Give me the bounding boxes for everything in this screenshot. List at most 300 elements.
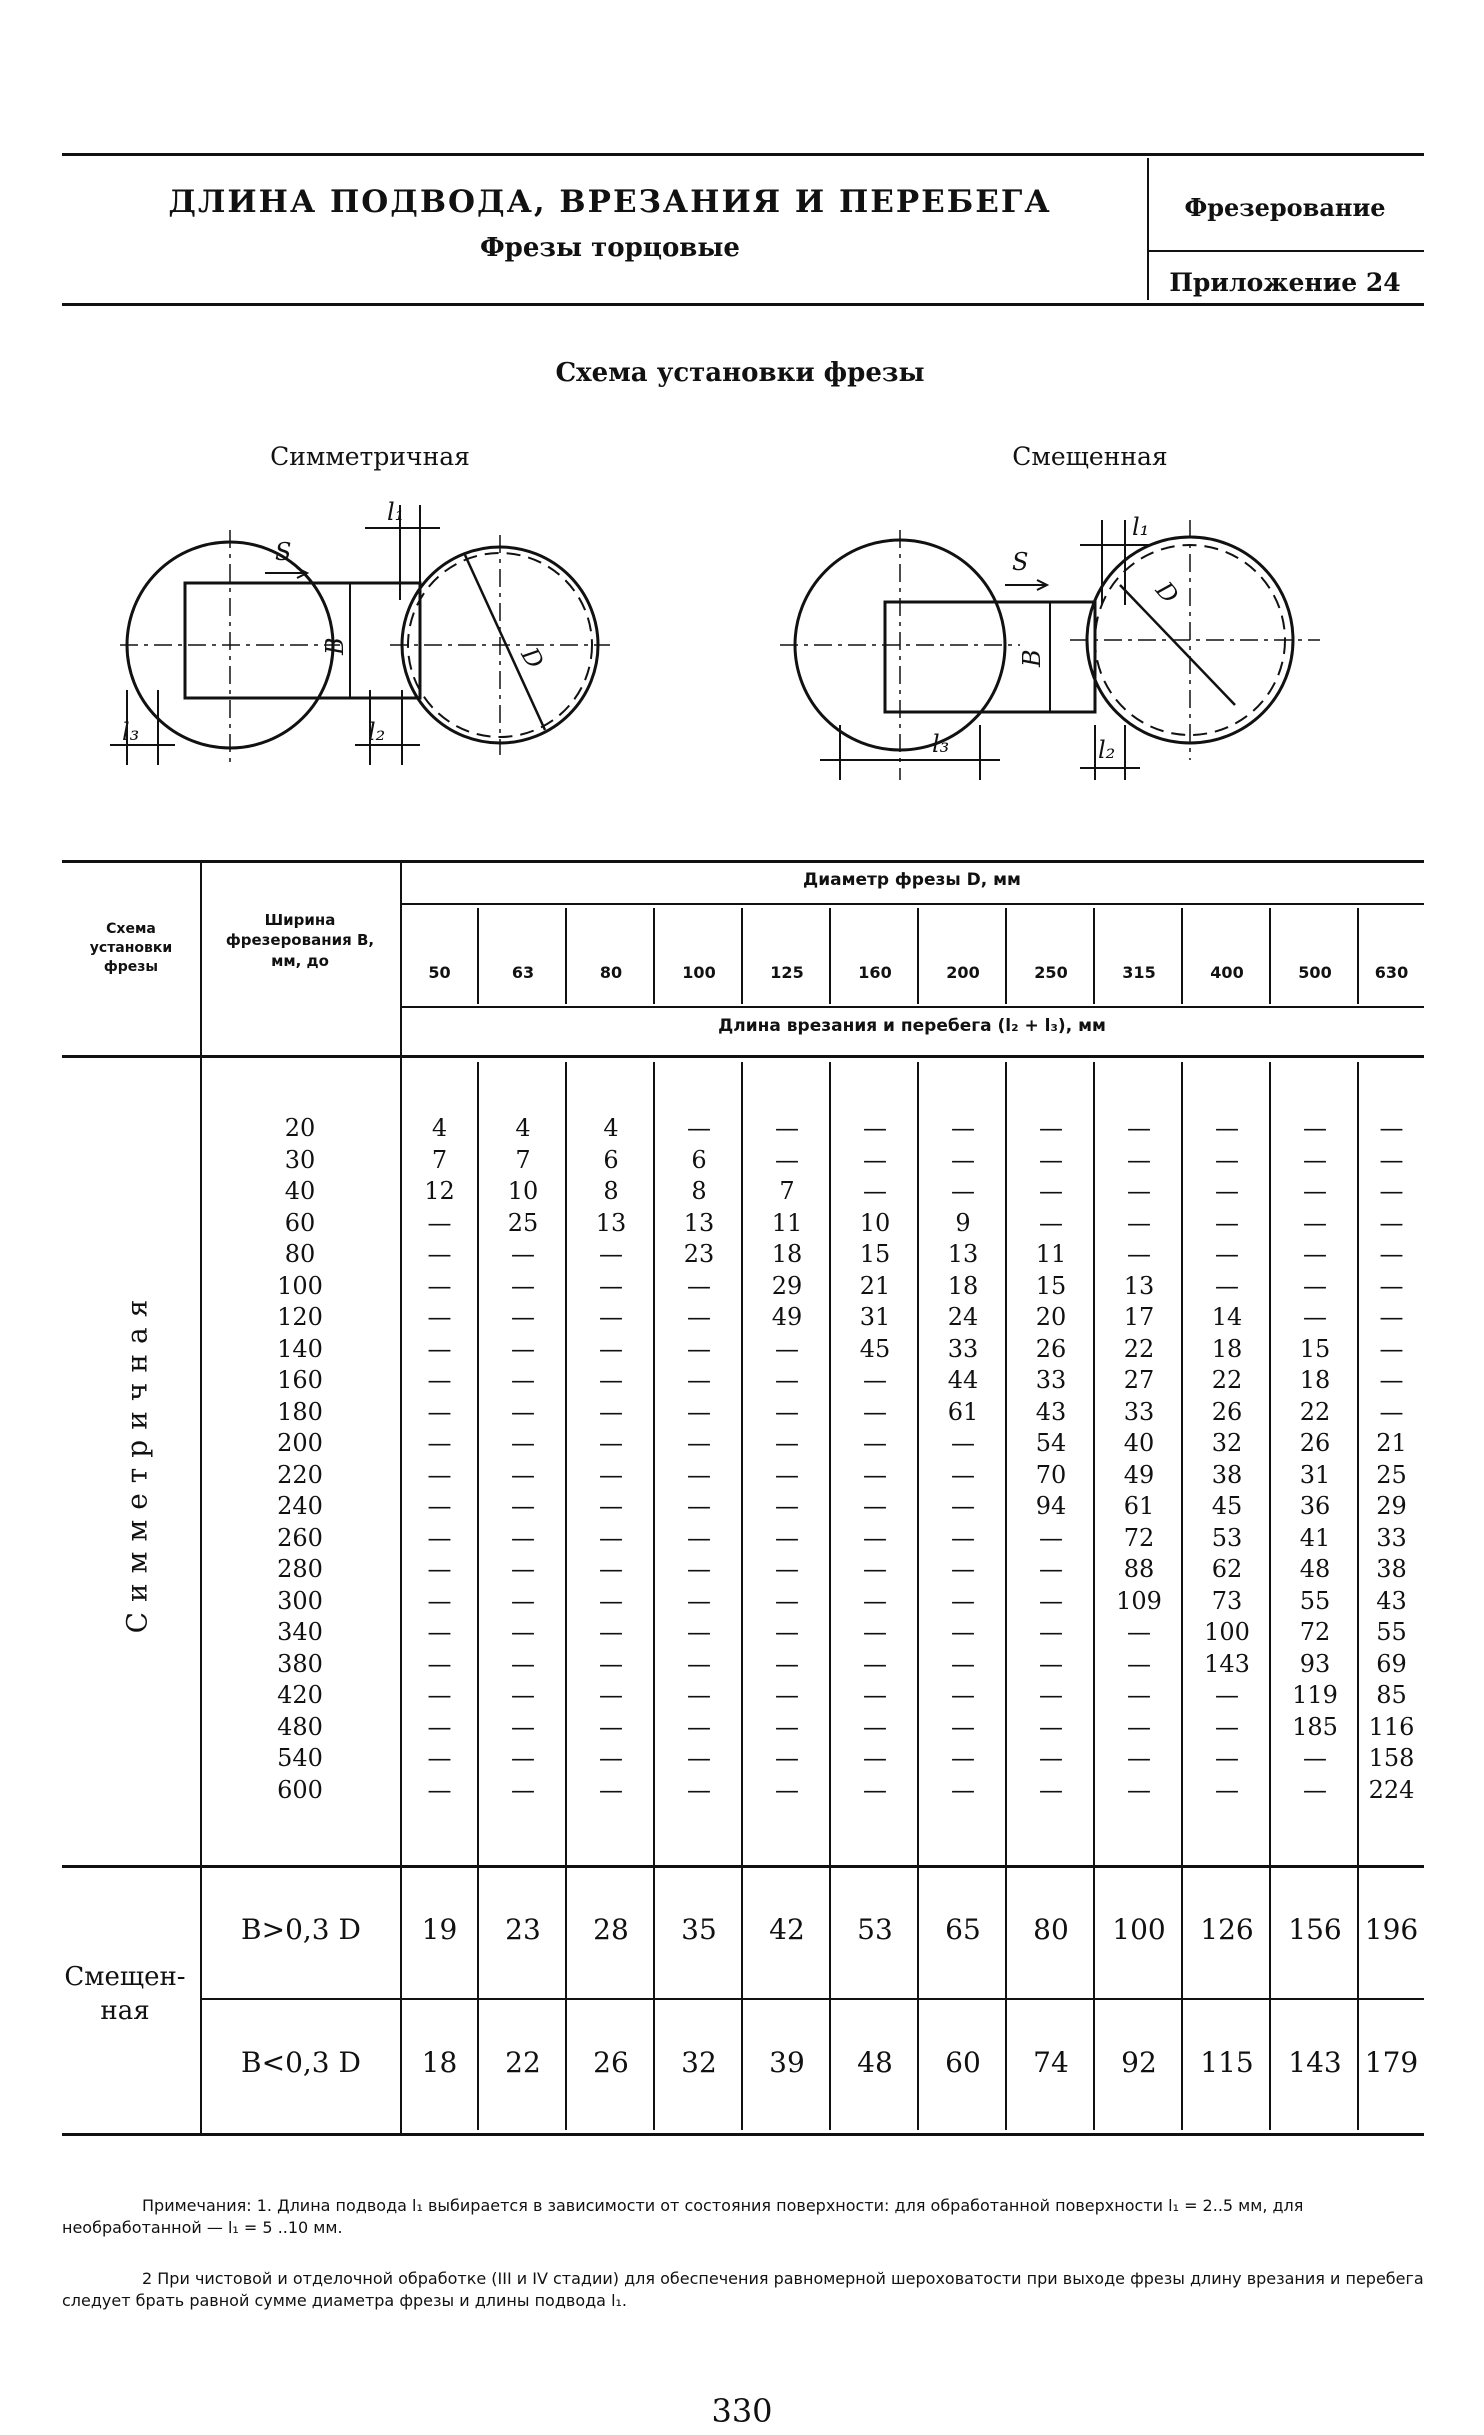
value-cell: — <box>599 1712 623 1741</box>
value-cell: — <box>687 1303 711 1331</box>
width-cell: 240 <box>277 1492 323 1520</box>
value-cell: — <box>1127 1114 1151 1142</box>
value-cell: 18 <box>947 1271 979 1300</box>
col-divider <box>917 908 919 1004</box>
value-cell: — <box>775 1681 799 1709</box>
value-cell: 54 <box>1035 1429 1067 1457</box>
offset-value-cell: 126 <box>1200 1913 1254 1946</box>
value-cell: — <box>1039 1649 1063 1678</box>
value-cell: 33 <box>1123 1397 1155 1426</box>
value-cell: — <box>1215 1145 1239 1174</box>
value-cell: — <box>775 1492 799 1520</box>
value-cell: 32 <box>1211 1429 1243 1457</box>
value-cell: — <box>511 1460 535 1489</box>
col-divider <box>1357 908 1359 1004</box>
value-cell: 11 <box>1035 1240 1067 1268</box>
width-cell: 260 <box>277 1523 323 1552</box>
offset-value-cell: 23 <box>505 1913 541 1946</box>
col-divider <box>1181 908 1183 1004</box>
value-cell: 22 <box>1299 1397 1331 1426</box>
value-cell: — <box>427 1775 452 1804</box>
value-cell: 11 <box>771 1208 803 1237</box>
value-cell: — <box>1303 1240 1327 1268</box>
offset-row-label: Смещен-ная <box>64 1962 186 2026</box>
value-cell: — <box>511 1618 535 1646</box>
value-cell: — <box>599 1555 623 1583</box>
value-cell: — <box>1215 1114 1239 1142</box>
value-cell: — <box>599 1618 623 1646</box>
value-column <box>1271 1113 1359 1806</box>
value-cell: — <box>863 1618 887 1646</box>
offset-value-cell: 48 <box>857 2046 893 2079</box>
symmetric-row-label: Симметричная <box>120 1289 154 1634</box>
value-cell: 100 <box>1204 1618 1250 1646</box>
value-cell: — <box>599 1366 623 1394</box>
diameter-value: 630 <box>1374 963 1409 982</box>
offset-value-cell: 156 <box>1288 1913 1342 1946</box>
col-divider <box>741 908 743 1004</box>
value-cell: — <box>511 1649 535 1678</box>
value-cell: 94 <box>1035 1492 1067 1520</box>
symmetric-scheme-diagram <box>100 490 620 790</box>
value-cell: — <box>1039 1208 1063 1237</box>
value-cell: — <box>687 1397 711 1426</box>
offset-value-cell: 74 <box>1033 2046 1069 2079</box>
value-cell: — <box>1215 1240 1239 1268</box>
value-cell: 33 <box>1376 1523 1407 1552</box>
value-column <box>919 1113 1007 1806</box>
value-cell: 21 <box>859 1271 891 1300</box>
value-cell: 18 <box>1299 1366 1331 1394</box>
value-cell: — <box>511 1523 535 1552</box>
value-cell: — <box>863 1523 887 1552</box>
table-bottom-rule <box>62 2133 1424 2136</box>
value-cell: — <box>951 1145 975 1174</box>
value-cell: — <box>775 1334 799 1363</box>
width-cell: 200 <box>277 1429 323 1457</box>
value-cell: — <box>599 1303 623 1331</box>
width-cell: 280 <box>277 1555 323 1583</box>
value-cell: — <box>1379 1145 1404 1174</box>
col-divider <box>565 908 567 1004</box>
symmetric-bottom-rule <box>62 1865 1424 1868</box>
value-cell: — <box>427 1492 452 1520</box>
value-cell: — <box>951 1492 975 1520</box>
diameter-value: 100 <box>682 963 716 982</box>
value-cell: — <box>775 1586 799 1615</box>
value-cell: 18 <box>771 1240 803 1268</box>
value-cell: — <box>599 1429 623 1457</box>
value-cell: — <box>687 1523 711 1552</box>
value-cell: 27 <box>1123 1366 1155 1394</box>
offset-value-cell: 115 <box>1200 2046 1254 2079</box>
value-cell: 33 <box>947 1334 979 1363</box>
value-cell: — <box>1127 1712 1151 1741</box>
width-cell: 100 <box>277 1271 323 1300</box>
value-cell: 62 <box>1211 1555 1243 1583</box>
value-cell: — <box>511 1555 535 1583</box>
value-cell: — <box>1379 1271 1404 1300</box>
width-cell: 380 <box>277 1649 323 1678</box>
value-cell: — <box>599 1523 623 1552</box>
offset-value-cell: 196 <box>1364 1913 1419 1946</box>
width-cell: 140 <box>277 1334 323 1363</box>
value-cell: — <box>687 1649 711 1678</box>
width-cell: 120 <box>277 1303 323 1331</box>
value-cell: — <box>687 1744 711 1772</box>
value-cell: 10 <box>507 1177 539 1205</box>
value-cell: 143 <box>1204 1649 1250 1678</box>
value-cell: — <box>427 1303 452 1331</box>
value-cell: — <box>863 1492 887 1520</box>
value-cell: 8 <box>603 1177 619 1205</box>
value-cell: — <box>951 1114 975 1142</box>
value-cell: 29 <box>771 1271 803 1300</box>
value-column <box>1007 1113 1095 1806</box>
value-cell: 20 <box>1035 1303 1067 1331</box>
value-cell: 44 <box>947 1366 979 1394</box>
offset-value-cell: 39 <box>769 2046 805 2079</box>
value-cell: 88 <box>1123 1555 1155 1583</box>
value-cell: 33 <box>1035 1366 1067 1394</box>
value-cell: 224 <box>1368 1775 1415 1804</box>
value-cell: 7 <box>779 1177 795 1205</box>
value-cell: 15 <box>859 1240 891 1268</box>
value-cell: — <box>599 1271 623 1300</box>
value-cell: — <box>1127 1208 1151 1237</box>
off-s-label: S <box>1012 548 1029 576</box>
value-cell: — <box>863 1586 887 1615</box>
value-cell: — <box>1039 1523 1063 1552</box>
diameter-value: 160 <box>858 963 892 982</box>
value-cell: — <box>951 1460 975 1489</box>
width-cell: 40 <box>284 1177 316 1205</box>
value-cell: — <box>1379 1366 1404 1394</box>
value-cell: 55 <box>1299 1586 1331 1615</box>
width-cell: 420 <box>277 1681 323 1709</box>
value-cell: — <box>951 1681 975 1709</box>
offset-value-cell: 32 <box>681 2046 717 2079</box>
value-cell: — <box>599 1649 623 1678</box>
value-cell: — <box>1039 1618 1063 1646</box>
note-2: 2 При чистовой и отделочной обработке (III и IV стадии) для обеспечения равномерной шероховатости при выходе фрезы длину врезания и перебега следует брать равной сумме диаметра фрезы и длины подвода l₁. <box>62 2269 1424 2310</box>
value-cell: — <box>427 1334 452 1363</box>
value-cell: — <box>863 1681 887 1709</box>
value-cell: — <box>1039 1555 1063 1583</box>
value-cell: — <box>1039 1744 1063 1772</box>
offset-value-cell: 100 <box>1112 1913 1166 1946</box>
value-cell: — <box>951 1523 975 1552</box>
value-cell: — <box>1039 1145 1063 1174</box>
value-cell: 10 <box>859 1208 891 1237</box>
value-cell: 116 <box>1368 1712 1415 1741</box>
value-cell: 119 <box>1292 1681 1338 1709</box>
width-cell: 80 <box>284 1240 316 1268</box>
value-cell: — <box>951 1618 975 1646</box>
diameter-value: 200 <box>946 963 980 982</box>
offset-value-cell: 179 <box>1364 2046 1419 2079</box>
value-cell: 29 <box>1376 1492 1407 1520</box>
note-1: Примечания: 1. Длина подвода l₁ выбирается в зависимости от состояния поверхности: для обработанной поверхности l₁ = 2..5 мм, для необработанной — l₁ = 5 ..10 мм. <box>62 2196 1304 2237</box>
value-cell: 109 <box>1116 1586 1162 1615</box>
value-cell: 49 <box>1123 1460 1155 1489</box>
value-cell: 85 <box>1376 1681 1407 1709</box>
value-cell: — <box>951 1775 975 1804</box>
value-cell: — <box>427 1712 452 1741</box>
scheme-title: Схема установки фрезы <box>555 358 925 388</box>
diameter-header: Диаметр фрезы D, мм <box>803 870 1021 890</box>
value-cell: — <box>863 1649 887 1678</box>
value-cell: 8 <box>691 1177 707 1205</box>
value-cell: — <box>863 1429 887 1457</box>
diameter-value: 63 <box>511 963 535 982</box>
value-cell: 61 <box>1123 1492 1155 1520</box>
value-cell: — <box>1127 1681 1151 1709</box>
table-top-rule <box>62 860 1424 863</box>
value-cell: 15 <box>1299 1334 1331 1363</box>
value-cell: — <box>775 1775 799 1804</box>
value-cell: 185 <box>1292 1712 1338 1741</box>
off-l3-label: l₃ <box>932 730 950 758</box>
width-cell: 340 <box>277 1618 323 1646</box>
col-divider <box>653 908 655 1004</box>
sym-b-label: B <box>321 637 349 655</box>
value-cell: — <box>1215 1208 1239 1237</box>
value-cell: — <box>427 1208 452 1237</box>
value-cell: 70 <box>1035 1460 1067 1489</box>
value-cell: — <box>775 1429 799 1457</box>
value-cell: — <box>775 1712 799 1741</box>
value-cell: 93 <box>1299 1649 1331 1678</box>
value-cell: — <box>1127 1744 1151 1772</box>
value-cell: — <box>1303 1744 1327 1772</box>
offset-value-cell: 28 <box>593 1913 629 1946</box>
header-bottom-table-rule <box>62 1055 1424 1058</box>
value-cell: — <box>1215 1681 1239 1709</box>
diameter-value: 400 <box>1210 963 1244 982</box>
offset-value-cell: 22 <box>505 2046 541 2079</box>
value-cell: — <box>863 1460 887 1489</box>
value-cell: — <box>599 1334 623 1363</box>
length-header: Длина врезания и перебега (l₂ + l₃), мм <box>718 1016 1106 1036</box>
value-cell: — <box>687 1586 711 1615</box>
value-cell: 4 <box>603 1114 619 1142</box>
value-column <box>743 1113 831 1806</box>
offset-condition: B>0,3 D <box>241 1913 361 1946</box>
value-cell: — <box>1127 1775 1151 1804</box>
value-cell: — <box>1303 1208 1327 1237</box>
value-cell: — <box>1379 1240 1404 1268</box>
value-cell: 31 <box>1299 1460 1331 1489</box>
value-cell: — <box>863 1145 887 1174</box>
off-l1-label: l₁ <box>1132 513 1150 541</box>
value-cell: — <box>775 1744 799 1772</box>
value-column <box>567 1113 655 1806</box>
value-cell: — <box>427 1240 452 1268</box>
value-cell: — <box>863 1177 887 1205</box>
value-cell: 4 <box>515 1114 531 1142</box>
value-cell: 38 <box>1376 1555 1407 1583</box>
col-divider <box>1093 908 1095 1004</box>
value-cell: — <box>863 1712 887 1741</box>
value-cell: — <box>511 1586 535 1615</box>
value-cell: — <box>775 1523 799 1552</box>
value-cell: — <box>511 1775 535 1804</box>
value-cell: 12 <box>424 1177 455 1205</box>
value-cell: 6 <box>691 1145 707 1174</box>
header-divider <box>1147 158 1149 300</box>
value-cell: — <box>427 1271 452 1300</box>
value-cell: 7 <box>431 1145 448 1174</box>
value-cell: 24 <box>947 1303 979 1331</box>
offset-value-cell: 18 <box>421 2046 458 2079</box>
diameter-value: 500 <box>1298 963 1332 982</box>
value-cell: — <box>687 1334 711 1363</box>
value-cell: 7 <box>515 1145 531 1174</box>
value-cell: 49 <box>771 1303 803 1331</box>
off-b-label: B <box>1018 649 1046 667</box>
value-cell: — <box>1215 1775 1239 1804</box>
width-cell: 160 <box>277 1366 323 1394</box>
value-cell: — <box>599 1681 623 1709</box>
value-cell: 36 <box>1299 1492 1331 1520</box>
value-cell: 14 <box>1211 1303 1243 1331</box>
value-cell: 48 <box>1299 1555 1331 1583</box>
col-divider <box>477 908 479 1004</box>
sym-l2-label: l₂ <box>368 718 386 746</box>
value-cell: — <box>951 1649 975 1678</box>
offset-scheme-label: Смещенная <box>1012 442 1168 471</box>
value-cell: — <box>427 1460 452 1489</box>
value-cell: — <box>775 1397 799 1426</box>
page-number: 330 <box>711 2392 773 2430</box>
value-cell: — <box>951 1429 975 1457</box>
col-divider <box>1269 908 1271 1004</box>
offset-value-cell: 92 <box>1121 2046 1157 2079</box>
value-cell: 72 <box>1299 1618 1331 1646</box>
value-cell: — <box>687 1712 711 1741</box>
value-cell: 45 <box>859 1334 891 1363</box>
value-cell: — <box>511 1492 535 1520</box>
value-cell: 15 <box>1035 1271 1067 1300</box>
value-cell: 26 <box>1035 1334 1067 1363</box>
value-cell: 61 <box>947 1397 979 1426</box>
value-cell: 6 <box>603 1145 619 1174</box>
value-cell: — <box>1303 1271 1327 1300</box>
width-cell: 30 <box>284 1145 316 1174</box>
width-cell: 60 <box>284 1208 316 1237</box>
value-cell: — <box>687 1460 711 1489</box>
value-cell: 69 <box>1376 1649 1407 1678</box>
value-cell: — <box>1379 1397 1404 1426</box>
diam-header-rule <box>400 903 1424 905</box>
value-cell: — <box>863 1744 887 1772</box>
value-cell: — <box>951 1712 975 1741</box>
value-cell: — <box>687 1681 711 1709</box>
value-cell: 43 <box>1035 1397 1067 1426</box>
value-column <box>1359 1113 1424 1806</box>
value-cell: — <box>863 1775 887 1804</box>
diameter-value: 250 <box>1034 963 1068 982</box>
diameter-value: 50 <box>428 963 451 982</box>
value-column <box>402 1113 477 1806</box>
value-cell: — <box>511 1240 535 1268</box>
value-cell: — <box>1303 1114 1327 1142</box>
value-cell: — <box>1039 1712 1063 1741</box>
value-cell: — <box>1303 1145 1327 1174</box>
col-divider <box>1005 908 1007 1004</box>
value-cell: 25 <box>1376 1460 1407 1489</box>
value-cell: — <box>687 1775 711 1804</box>
value-cell: 9 <box>955 1208 971 1237</box>
value-cell: 13 <box>1123 1271 1155 1300</box>
value-cell: — <box>951 1177 975 1205</box>
value-cell: 40 <box>1123 1429 1155 1457</box>
width-cell: 540 <box>277 1744 323 1772</box>
value-cell: — <box>511 1397 535 1426</box>
value-column <box>1095 1113 1183 1806</box>
offset-mid-rule <box>200 1998 1424 2000</box>
appendix-label: Приложение 24 <box>1169 268 1401 297</box>
value-cell: — <box>687 1618 711 1646</box>
value-cell: — <box>1303 1303 1327 1331</box>
value-cell: 43 <box>1376 1586 1407 1615</box>
width-cell: 180 <box>277 1397 323 1426</box>
value-cell: 72 <box>1123 1523 1155 1552</box>
value-cell: — <box>1039 1114 1063 1142</box>
value-cell: — <box>427 1523 452 1552</box>
value-cell: 13 <box>595 1208 627 1237</box>
value-cell: — <box>1039 1681 1063 1709</box>
header-top-rule <box>62 153 1424 156</box>
value-cell: — <box>687 1429 711 1457</box>
page-title: ДЛИНА ПОДВОДА, ВРЕЗАНИЯ И ПЕРЕБЕГА <box>168 184 1052 220</box>
value-cell: — <box>1379 1177 1404 1205</box>
value-cell: — <box>599 1744 623 1772</box>
value-cell: — <box>775 1618 799 1646</box>
value-cell: — <box>427 1618 452 1646</box>
value-cell: — <box>599 1492 623 1520</box>
value-cell: 22 <box>1211 1366 1243 1394</box>
value-cell: — <box>427 1649 452 1678</box>
offset-value-cell: 19 <box>421 1913 458 1946</box>
page-subtitle: Фрезы торцовые <box>480 233 740 263</box>
value-cell: — <box>1303 1177 1327 1205</box>
value-cell: — <box>687 1114 711 1142</box>
value-cell: — <box>775 1649 799 1678</box>
value-cell: — <box>775 1555 799 1583</box>
value-cell: — <box>599 1586 623 1615</box>
value-cell: — <box>1379 1334 1404 1363</box>
value-cell: — <box>511 1303 535 1331</box>
value-cell: 26 <box>1211 1397 1243 1426</box>
value-cell: 25 <box>507 1208 539 1237</box>
value-cell: — <box>1379 1208 1404 1237</box>
value-cell: — <box>427 1744 452 1772</box>
offset-value-cell: 26 <box>593 2046 629 2079</box>
value-cell: — <box>775 1145 799 1174</box>
value-cell: — <box>1215 1177 1239 1205</box>
sym-d-label: D <box>515 642 550 674</box>
offset-value-cell: 60 <box>945 2046 981 2079</box>
offset-value-cell: 42 <box>769 1913 805 1946</box>
value-cell: — <box>1215 1271 1239 1300</box>
value-column <box>1183 1113 1271 1806</box>
value-cell: — <box>511 1366 535 1394</box>
value-cell: 21 <box>1376 1429 1407 1457</box>
value-cell: — <box>863 1114 887 1142</box>
value-cell: — <box>1039 1586 1063 1615</box>
